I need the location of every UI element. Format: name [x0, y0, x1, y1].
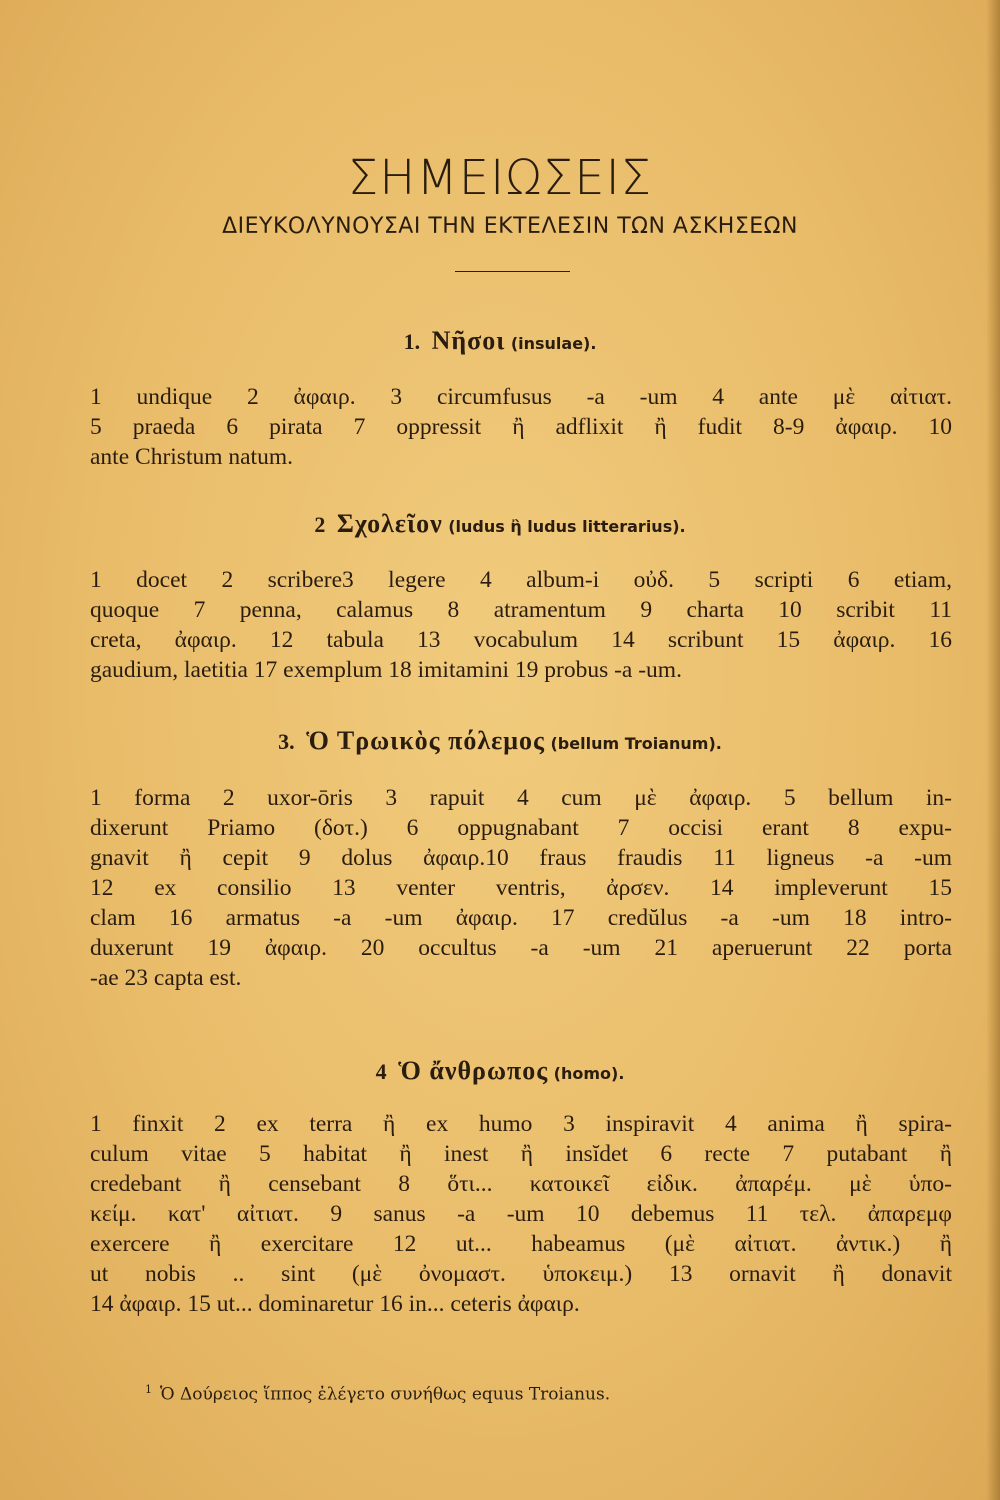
section-heading-3 — [0, 726, 1000, 756]
footnote — [145, 1383, 845, 1405]
text-line: clam 16 armatus -a -um ἀφαιρ. 17 credŭlus -a -um 18 intro- — [90, 905, 952, 931]
section-latin-title: (bellum Troianum). — [550, 734, 722, 753]
text-line: 1 forma 2 uxor-ōris 3 rapuit 4 cum μὲ ἀφαιρ. 5 bellum in- — [90, 785, 952, 811]
section-number: 1. — [403, 329, 421, 354]
section-latin-title: (ludus ἢ ludus litterarius). — [448, 517, 686, 536]
text-line: credebant ἢ censebant 8 ὅτι... κατοικεῖ εἰδικ. ἀπαρέμ. μὲ ὑπο- — [90, 1171, 952, 1197]
section-body-4 — [90, 1109, 952, 1319]
section-greek-title: Σχολεῖον — [336, 509, 443, 538]
section-body-2 — [90, 565, 952, 685]
page-title: ΣΗΜΕΙΩΣΕΙΣ — [347, 150, 653, 206]
footnote-text: Ὁ Δούρειος ἵππος ἐλέγετο συνήθως equus Troianus. — [160, 1384, 611, 1405]
text-line: culum vitae 5 habitat ἢ inest ἢ insĭdet 6 recte 7 putabant ἢ — [90, 1141, 952, 1167]
section-number: 4 — [375, 1059, 387, 1084]
section-number: 3. — [278, 729, 295, 754]
text-line: ut nobis .. sint (μὲ ὀνομαστ. ὑποκειμ.) 13 ornavit ἢ donavit — [90, 1261, 952, 1287]
footnote-marker: 1 — [145, 1383, 152, 1396]
section-heading-1 — [0, 326, 1000, 356]
text-line: ante Christum natum. — [90, 444, 293, 470]
section-greek-title: Ὁ Τρωικὸς πόλεμος — [306, 726, 545, 755]
text-line: dixerunt Priamo (δοτ.) 6 oppugnabant 7 occisi erant 8 expu- — [90, 815, 952, 841]
text-line: 1 docet 2 scribere3 legere 4 album-i οὐδ. 5 scripti 6 etiam, — [90, 567, 952, 593]
section-greek-title: Ὁ ἄνθρωπος — [398, 1056, 549, 1085]
page-subtitle: ΔΙΕΥΚΟΛΥΝΟΥΣΑΙ ΤΗΝ ΕΚΤΕΛΕΣΙΝ ΤΩΝ ΑΣΚΗΣΕΩΝ — [222, 214, 798, 239]
text-line: κείμ. κατ' αἰτιατ. 9 sanus -a -um 10 debemus 11 τελ. ἀπαρεμφ — [90, 1201, 952, 1227]
text-line: 1 finxit 2 ex terra ἢ ex humo 3 inspiravit 4 anima ἢ spira- — [90, 1111, 952, 1137]
text-line: 1 undique 2 ἀφαιρ. 3 circumfusus -a -um 4 ante μὲ αἰτιατ. — [90, 384, 952, 410]
section-body-3 — [90, 783, 952, 993]
text-line: duxerunt 19 ἀφαιρ. 20 occultus -a -um 21 aperuerunt 22 porta — [90, 935, 952, 961]
text-line: exercere ἢ exercitare 12 ut... habeamus (μὲ αἰτιατ. ἀντικ.) ἢ — [90, 1231, 952, 1257]
section-body-1 — [90, 382, 952, 472]
text-line: gnavit ἢ cepit 9 dolus ἀφαιρ.10 fraus fraudis 11 ligneus -a -um — [90, 845, 952, 871]
section-latin-title: (insulae). — [510, 334, 597, 353]
text-line: -ae 23 capta est. — [90, 965, 242, 991]
section-latin-title: (homo). — [553, 1064, 625, 1083]
section-heading-2 — [0, 509, 1000, 539]
text-line: 5 praeda 6 pirata 7 oppressit ἢ adflixit ἢ fudit 8-9 ἀφαιρ. 10 — [90, 414, 952, 440]
text-line: quoque 7 penna, calamus 8 atramentum 9 charta 10 scribit 11 — [90, 597, 952, 623]
section-number: 2 — [314, 512, 326, 537]
text-line: gaudium, laetitia 17 exemplum 18 imitamini 19 probus -a -um. — [90, 657, 682, 683]
title-divider — [455, 271, 570, 272]
section-greek-title: Νῆσοι — [431, 326, 506, 355]
section-heading-4 — [0, 1056, 1000, 1086]
text-line: creta, ἀφαιρ. 12 tabula 13 vocabulum 14 scribunt 15 ἀφαιρ. 16 — [90, 627, 952, 653]
text-line: 14 ἀφαιρ. 15 ut... dominaretur 16 in... ceteris ἀφαιρ. — [90, 1291, 580, 1317]
text-line: 12 ex consilio 13 venter ventris, ἀρσεν. 14 impleverunt 15 — [90, 875, 952, 901]
